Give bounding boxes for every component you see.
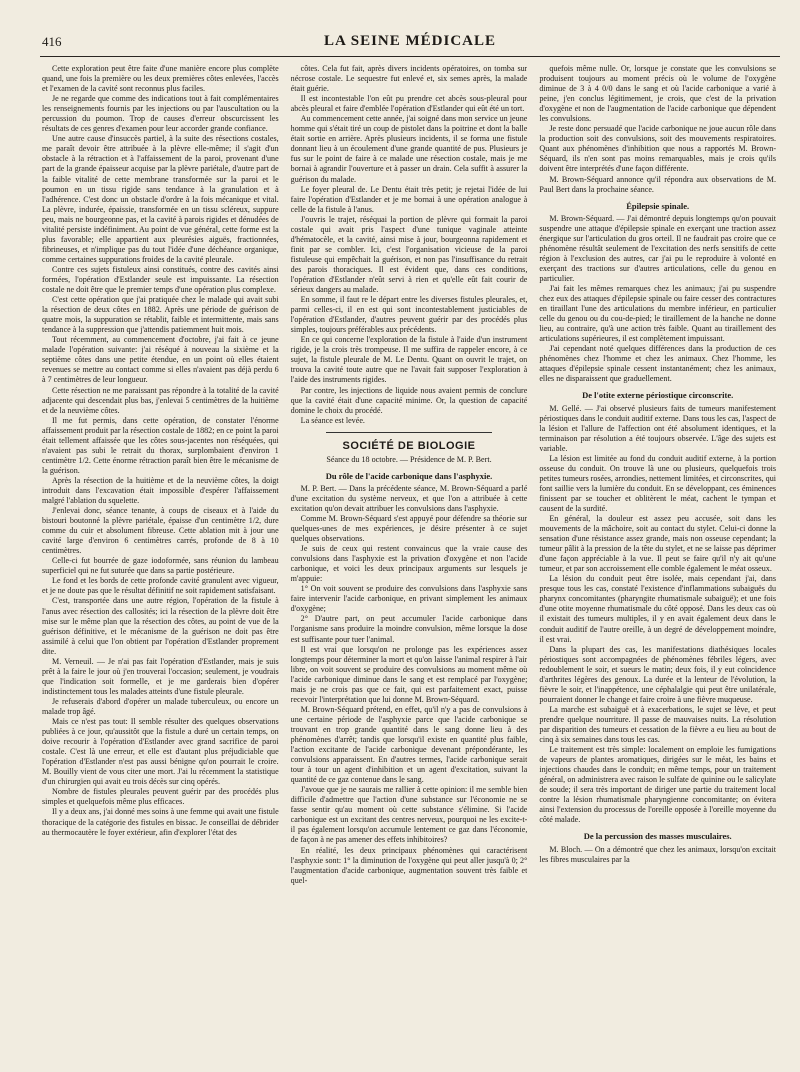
subsection-title: De l'otite externe périostique circonscrite.: [582, 390, 734, 401]
paragraph: Il est incontestable l'on eût pu prendre cet abcès sous-pleural pour abcès pleural et faire d'emblée l'opération d'Estlander qui eût été un tort.: [290, 94, 528, 114]
section-title: SOCIÉTÉ DE BIOLOGIE: [342, 439, 476, 452]
paragraph: Comme M. Brown-Séquard s'est appuyé pour défendre sa théorie sur quelques-unes de mes expériences, je désire présenter à ce sujet quelques observations.: [290, 513, 528, 544]
paragraph: La marche est subaiguë et à exacerbations, le sujet se lève, et peut prendre quelque nourriture. Il passe de mauvaises nuits. La résolution par disparition des tumeurs et cessation de la fièvre a eu lieu au bout de cinq à six semaines dans tous les cas.: [539, 704, 777, 745]
subsection-title: Du rôle de l'acide carbonique dans l'asphyxie.: [325, 470, 493, 481]
paragraph: M. Brown-Séquard annonce qu'il répondra aux observations de M. Paul Bert dans la prochaine séance.: [539, 174, 777, 194]
paragraph: M. Bloch. — On a démontré que chez les animaux, lorsqu'on excitait les fibres musculaires par la: [539, 844, 777, 864]
paragraph: M. Verneuil. — Je n'ai pas fait l'opération d'Estlander, mais je suis prêt à la faire le jour où j'en trouverai l'occasion; seulement, je voudrais que l'indication soit formelle, et je me garderais bien d'opérer indistinctement tous les malades atteints d'une fistule pleurale.: [42, 656, 279, 696]
column-1: [42, 64, 279, 1060]
paragraph: Au commencement cette année, j'ai soigné dans mon service un jeune homme qui s'était tiré un coup de pistolet dans la poitrine et dont la balle était sortie en arrière. Après plusieurs incidents, il se forma une fistule donnant lieu à un écoulement d'une grande quantité de pus. Plusieurs je fus sur le point de faire à ce malade une résection costale, mais je me bornai à agrandir l'ouverture et à passer un drain. Cela suffit à assurer la guérison du malade.: [290, 114, 528, 184]
paragraph: côtes. Cela fut fait, après divers incidents opératoires, on tomba sur nécrose costale. Le sequestre fut enlevé et, six semes après, la malade était guérie.: [290, 64, 528, 94]
paragraph: M. Brown-Séquard prétend, en effet, qu'il n'y a pas de convulsions à une certaine période de l'asphyxie parce que l'acide carbonique se trouvant en trop grande quantité dans le sang donne lieu à des phénomènes d'arrêt; tandis que lorsqu'il existe en quantité plus faible, l'action excitante de l'acide carbonique devenant prépondérante, les convulsions apparaissent. En d'autres termes, l'acide carbonique serait tour à tour un agent d'inhibition et un agent d'excitation, suivant la quantité de ce gaz contenue dans le sang.: [290, 704, 528, 785]
paragraph: Je suis de ceux qui restent convaincus que la vraie cause des convulsions dans l'asphyxie est la privation d'oxygène et non l'acide carbonique, et voici les deux principaux arguments sur lesquels je m'appuie:: [290, 544, 528, 584]
paragraph: 2° D'autre part, on peut accumuler l'acide carbonique dans l'organisme sans produire la moindre convulsion, même lorsque la dose est suffisante pour tuer l'animal.: [290, 614, 528, 644]
paragraph: En réalité, les deux principaux phénomènes qui caractérisent l'asphyxie sont: 1° la diminution de l'oxygène qui peut aller jusqu'à 0; 2° l'augmentation d'acide carbonique, augmentation souvent très faible et quel-: [290, 845, 528, 885]
paragraph: Je reste donc persuadé que l'acide carbonique ne joue aucun rôle dans la production soit des convulsions, soit des mouvements respiratoires. Quant aux phénomènes d'inhibition que nous a rapportés M. Brown-Séquard, ils n'en sont pas moins remarquables, mais je crois qu'ils doivent être interprétés d'une façon différente.: [539, 124, 777, 174]
paragraph: Cette résection ne me paraissant pas répondre à la totalité de la cavité adjacente qui descendait plus bas, j'enlevai 5 centimètres de la huitième et de la neuvième côtes.: [42, 385, 279, 415]
paragraph: J'ai fait les mêmes remarques chez les animaux; j'ai pu suspendre chez eux des attaques d'épilepsie spinale ou faire cesser des contractures en tiraillant l'une des articulations du membre inférieur, en particulier celle du genou ou du cou-de-pied; le tiraillement de la hanche ne donne lieu, au contraire, qu'à une action très faible. Quant au tiraillement des articulations supérieures, il est complètement impuissant.: [539, 283, 777, 344]
paragraph: Après la résection de la huitième et de la neuvième côtes, la doigt introduit dans l'excavation était impossible d'espérer l'affaissement malgré l'ablation du squelette.: [42, 475, 279, 506]
paragraph: M. P. Bert. — Dans la précédente séance, M. Brown-Séquard a parlé d'une excitation du système nerveux, et que l'on a attribuée à cette excitation qu'on devait attribuer les convulsions dans l'asphyxie.: [290, 483, 528, 513]
paragraph: Cette exploration peut être faite d'une manière encore plus complète quand, une fois la première ou les deux premières côtes enlevées, l'accès et l'examen de la cavité sont reconnus plus faciles.: [42, 64, 279, 94]
paragraph: C'est, transportée dans une autre région, l'opération de la fistule à l'anus avec résection des callosités; ici la résection de la plèvre doit être mise sur le même plan que la résection des côtes, au point de vue de la guérison définitive, et le mécanisme de la guérison ne doit pas être assimilé à celui que l'on obtient par l'opération d'Estlander proprement dite.: [42, 596, 279, 656]
paragraph: M. Brown-Séquard. — J'ai démontré depuis longtemps qu'on pouvait suspendre une attaque d'épilepsie spinale en exerçant une traction assez énergique sur l'articulation du gros orteil. Il ne faudrait pas croire que ce phénomène résultât seulement de l'excitation des nerfs sensitifs de cette région à l'exclusion des autres, car j'ai pu le reproduire à volonté en exerçant des tractions sur d'autres articulations, celle du genou en particulier.: [539, 213, 777, 283]
paragraph: La lésion est limitée au fond du conduit auditif externe, à la portion osseuse du conduit. On trouve là une ou plusieurs, quelquefois trois petites tumeurs rosées, arrondies, nettement limitées, et circonscrites, qui font saillie vers la lumière du conduit. En se développant, ces éminences finissent par se toucher et oblitèrent le méat, cachent le tympan et causent de la surdité.: [539, 453, 777, 513]
paragraph: Il y a deux ans, j'ai donné mes soins à une femme qui avait une fistule thoracique de la catégorie des fistules en bissac. Je conseillai de débrider au thermocautère le foyer extérieur, afin d'explorer l'état des: [42, 807, 279, 837]
paragraph: Je refuserais d'abord d'opérer un malade tuberculeux, ou encore un malade trop âgé.: [42, 696, 279, 716]
paragraph: Nombre de fistules pleurales peuvent guérir par des procédés plus simples et quelquefois même plus efficaces.: [42, 787, 279, 807]
paragraph: La séance est levée.: [300, 415, 365, 425]
paragraph: Tout récemment, au commencement d'octobre, j'ai fait à ce jeune malade l'opération suivante: j'ai réséqué à nouveau la sixième et la septième côtes dans une petite étendue, en un point où elles étaient revenues se mettre au contact comme si elles n'avaient pas déjà perdu 6 à 7 centimètres de leur longueur.: [42, 335, 279, 385]
session-line: Séance du 18 octobre. — Présidence de M. P. Bert.: [326, 454, 492, 464]
paragraph: Il me fut permis, dans cette opération, de constater l'énorme affaissement produit par la résection costale de 1882; en ce point la paroi était tellement affaissée que les côtes sous-jacentes non réséquées, qui n'avaient pas subi le retrait du thorax, surplombaient d'environ 1 centimètre 1/2. Cette énorme rétraction paraît bien être le mécanisme de la guérison.: [42, 415, 279, 475]
paragraph: Le traitement est très simple: localement on emploie les fumigations de vapeurs de plantes aromatiques, dirigées sur le méat, les bains et injections chaudes dans le conduit; en même temps, pour un traitement général, on administrera avec raison le sulfate de quinine ou le salicylate de soude; il sera très important de diriger une partie du traitement local contre la lésion rhumatismale pharyngienne concomitante; on évitera ainsi l'extension du processus de l'oreille opposée à l'oreille moyenne du côté malade.: [539, 745, 777, 825]
paragraph: Celle-ci fut bourrée de gaze iodoformée, sans réunion du lambeau superficiel qui ne fut suturée que dans sa partie postérieure.: [42, 556, 279, 576]
subsection-title: De la percussion des masses musculaires.: [583, 831, 732, 842]
paragraph: J'ai cependant noté quelques différences dans la production de ces phénomènes chez l'homme et chez les animaux. Chez l'homme, les attaques d'épilepsie spinale cessent instantanément; chez les animaux, elles ne disparaissent que graduellement.: [539, 344, 777, 384]
paragraph: J'avoue que je ne saurais me rallier à cette opinion: il me semble bien difficile d'admettre que l'action d'une substance sur l'économie ne se fasse sentir qu'au moment où cette substance s'élimine. Si l'acide carbonique est un excitant des centres nerveux, pourquoi ne les excite-t-il pas également lorsqu'on accumule lentement ce gaz dans l'économie, de façon à ne pas amener des effets inhibitoires?: [290, 785, 528, 845]
paragraph: La lésion du conduit peut être isolée, mais cependant j'ai, dans presque tous les cas, constaté l'existence d'inflammations subaiguës du pharynx concomitantes (pharyngite rhumatismale subaiguë); et une fois d'une otite moyenne rhumatismale du côté opposé. Dans les deux cas où il existait des tumeurs multiples, il y en avait également deux dans le conduit auditif de l'autre oreille, à un degré de développement moindre, il est vrai.: [539, 574, 777, 644]
paragraph: Je ne regarde que comme des indications tout à fait complémentaires les renseignements fournis par les injections ou par l'auscultation ou la percussion du poumon. Trop de causes d'erreur obscurcissent les résultats de ces genres d'examen pour leur accorder grande confiance.: [42, 94, 279, 134]
paragraph: Mais ce n'est pas tout: Il semble résulter des quelques observations publiées à ce jour, qu'aussitôt que la fistule a duré un certain temps, on doive recourir à l'opération d'Estlander avec grand sacrifice de paroi costale. C'est là une erreur, et elle est d'autant plus préjudiciable que l'opération d'Estlander n'est pas aussi bénigne qu'on pourrait le croire. M. Bouilly vient de vous citer une mort. J'ai lu récemment la statistique d'un chirurgien qui avait eu trois décès sur cinq opérés.: [42, 717, 279, 787]
paragraph: Le foyer pleural de. Le Dentu était très petit; je rejetai l'idée de lui faire l'opération d'Estlander et je me bornai à une opération analogue à celle de la fistule à l'anus.: [290, 184, 528, 214]
paragraph: M. Gellé. — J'ai observé plusieurs faits de tumeurs manifestement périostiques dans le conduit auditif externe. Dans tous les cas, l'aspect de la lésion et l'allure de l'affection ont été absolument identiques, et la terminaison par résolution a été toujours observée. L'âge des sujets est variable.: [539, 403, 777, 453]
paragraph: Par contre, les injections de liquide nous avaient permis de conclure que la cavité était d'une capacité minime. Or, la question de capacité domine le choix du procédé.: [290, 385, 528, 415]
running-head: LA SEINE MÉDICALE: [323, 33, 497, 49]
paragraph: quefois même nulle. Or, lorsque je constate que les convulsions se produisent toujours au moment précis où le volume de l'oxygène diminue de 3 à 4 0/0 dans le sang et où l'acide carbonique a varié à peine, j'en conclus légitimement, je crois, que c'est de la privation d'oxygène et non de l'augmentation de l'acide carbonique que dépendent les convulsions.: [539, 64, 777, 124]
paragraph: Le fond et les bords de cette profonde cavité granulent avec vigueur, et je ne doute pas que le résultat définitif ne soit rapidement satisfaisant.: [42, 576, 279, 596]
paragraph: Dans la plupart des cas, les manifestations diathésiques locales périostiques sont accompagnées de phénomènes fébriles légers, avec redoublement le soir, et sueurs le matin; deux fois, il y eut coïncidence d'arthrites légères des genoux. La durée et la lenteur de l'évolution, la fièvre le soir, et l'inappétence, une céphalalgie qui peut être unilatérale, pourraient donner le change et faire croire à une fièvre muqueuse.: [539, 644, 777, 704]
subsection-title: Épilepsie spinale.: [626, 200, 690, 211]
article-columns: [42, 64, 776, 1060]
paragraph: Contre ces sujets fistuleux ainsi constitués, contre des cavités ainsi formées, l'opération d'Estlander seule est impuissante. La résection costale ne doit être que le premier temps d'une opération plus complexe.: [42, 264, 279, 295]
paragraph: En général, la douleur est assez peu accusée, soit dans les mouvements de la mâchoire, soit au contact du stylet. Celui-ci donne la sensation d'une résistance assez grande, mais non osseuse cependant; la tumeur pâlit à la pression de la tête du stylet, et ne se laisse pas déprimer d'une façon appréciable à la vue. Il peut se faire qu'il n'y ait qu'une tumeur, et par son accroissement elle comble également le méat osseux.: [539, 514, 777, 574]
column-3: [539, 64, 776, 1060]
page-number: 416: [42, 34, 62, 49]
paragraph: En ce qui concerne l'exploration de la fistule à l'aide d'un instrument rigide, je la crois très trompeuse. Il me suffira de rappeler encore, à ce sujet, la fistule pleurale de M. Le Dentu. Quant on ouvrit le trajet, on trouva la cavité toute autre que ne l'avait fait supposer l'exploration à l'aide des instruments rigides.: [290, 335, 528, 385]
paragraph: J'ouvris le trajet, réséquai la portion de plèvre qui formait la paroi costale qui avait pris l'aspect d'une tunique vaginale atteinte d'hématocèle, et la cavité, ainsi mise à jour, bourgeonna rapidement et finit par se combler. Ici, c'est l'organisation vicieuse de la paroi fistuleuse qui empêchait la guérison, et non pas l'insuffisance du retrait des parois thoraciques. Il est évident que, dans ces conditions, l'opération d'Estlander n'eût servi à rien et qu'elle eût fait courir de sérieux dangers au malade.: [290, 214, 528, 295]
column-2: [291, 64, 528, 1060]
paragraph: C'est cette opération que j'ai pratiquée chez le malade qui avait subi la résection de deux côtes en 1882. Après une période de guérison de quatre mois, la suppuration se rétablit, faible et intermittente, mais sans tendance à la suppression que j'attendis patiemment huit mois.: [42, 295, 279, 335]
section-divider: [326, 432, 492, 433]
page-header: [40, 34, 780, 57]
paragraph: 1° On voit souvent se produire des convulsions dans l'asphyxie sans faire intervenir l'acide carbonique, en privant simplement les animaux d'oxygène;: [290, 584, 528, 614]
paragraph: Il est vrai que lorsqu'on ne prolonge pas les expériences assez longtemps pour déterminer la mort et qu'on laisse l'animal respirer à l'air libre, on voit souvent se produire des convulsions au moment même où l'acide carbonique diminue dans le sang et est remplacé par l'oxygène; mais je ne crois pas que ce fait, qui est parfaitement exact, puisse recevoir l'interprétation que lui donne M. Brown-Séquard.: [290, 644, 528, 704]
paragraph: En somme, il faut re le départ entre les diverses fistules pleurales, et, parmi celles-ci, il en est qui sont incontestablement justiciables de l'opération d'Estlander, d'autres peuvent guérir par des procédés plus simples, toujours préférables aux précédents.: [290, 295, 528, 335]
paragraph: Une autre cause d'insuccès partiel, à la suite des résections costales, me paraît devoir être attribuée à la plèvre elle-même; il s'agit d'un obstacle à la rétraction et à l'affaissement de la paroi, provenant d'une part de la grande épaisseur acquise par la plèvre pariétale, d'autre part de la faible vitalité de cette membrane transformée sur la paroi et le poumon en un tissu rigide sans tendance à la granulation et à l'adhérence. C'est donc un obstacle d'ordre à la fois mécanique et vital. La plèvre, indurée, épaissie, transformée en un tissu scléreux, suppure peu, mais ne bourgeonne pas, et la cavité à parois rigides et dénudées de vitalité persiste indéfiniment. Au point de vue général, cette forme est la plus favorable; elle appartient aux pleurésies aiguës, fractionnées, fibrineuses, et n'implique pas du tout l'idée d'une déchéance organique, comme certaines suppurations froides de la cavité pleurale.: [42, 134, 279, 264]
paragraph: J'enlevai donc, séance tenante, à coups de ciseaux et à l'aide du bistouri boutonné la plèvre pariétale, épaisse d'un centimètre 1/2, dure comme du cuir et absolument fibreuse. Cette ablation mit à jour une cavité large d'environ 6 centimètres carrés, profonde de 8 à 10 centimètres.: [42, 506, 279, 556]
